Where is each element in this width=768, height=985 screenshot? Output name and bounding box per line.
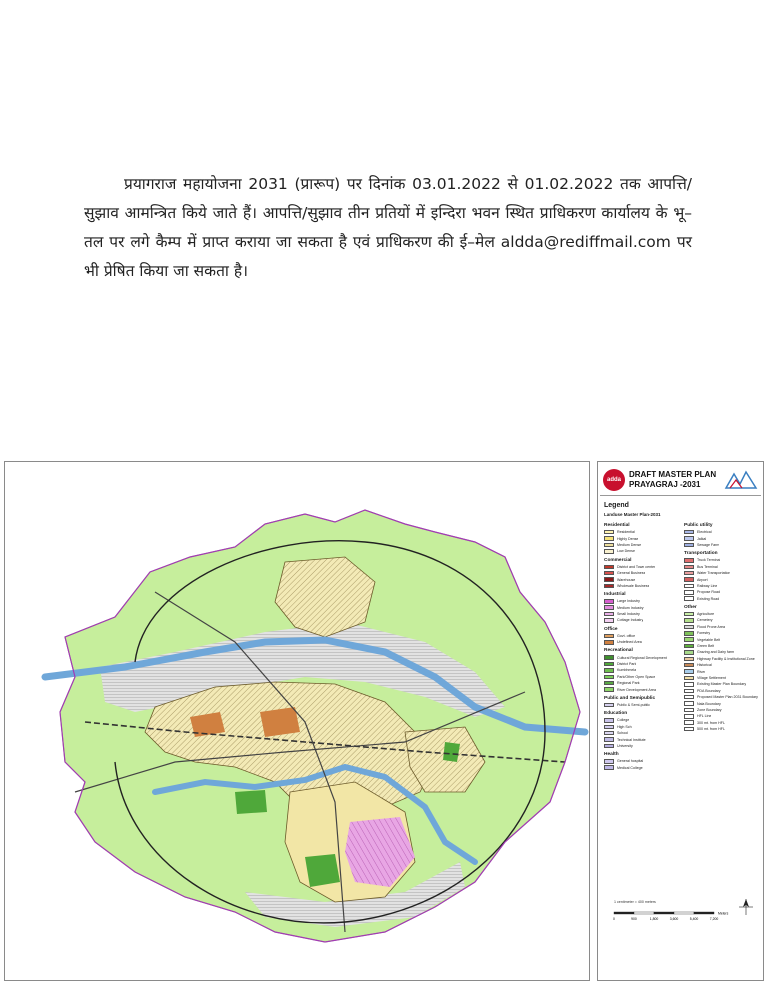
legend-swatch — [684, 625, 694, 630]
legend-item-label: Regional Park — [617, 681, 640, 686]
legend-swatch — [604, 549, 614, 554]
header-line-2: PRAYAGRAJ -2031 — [629, 479, 701, 489]
legend-group-title: Industrial — [604, 592, 626, 598]
legend-header — [600, 464, 761, 496]
legend-swatch — [604, 640, 614, 645]
legend-swatch — [684, 689, 694, 694]
legend-swatch — [684, 644, 694, 649]
legend-swatch — [684, 631, 694, 636]
legend-item-label: 500 mt. from HFL — [697, 727, 725, 732]
legend-swatch — [604, 681, 614, 686]
legend-swatch — [604, 718, 614, 723]
legend-swatch — [684, 637, 694, 642]
scale-tick-label: 900 — [631, 917, 637, 921]
legend-swatch — [684, 695, 694, 700]
legend-item-label: Low Dense — [617, 549, 635, 554]
legend-title: Legend — [604, 502, 629, 509]
legend-item — [604, 548, 682, 554]
legend-item — [604, 686, 682, 692]
legend-swatch — [684, 571, 694, 576]
legend-item-label: Cemetery — [697, 618, 713, 623]
legend-swatch — [684, 663, 694, 668]
legend-swatch — [684, 558, 694, 563]
header-line-1: DRAFT MASTER PLAN — [629, 469, 717, 479]
scale-tick-label: 1,800 — [649, 917, 659, 921]
legend-swatch — [604, 731, 614, 736]
legend-swatch — [604, 618, 614, 623]
legend-swatch — [684, 727, 694, 732]
scale-tick-label: 5,400 — [689, 917, 699, 921]
scale-segment — [674, 912, 694, 914]
legend-item-label: Agriculture — [697, 612, 715, 617]
scale-segment — [694, 912, 714, 914]
legend-item-label: High Sch — [617, 724, 632, 729]
legend-item-label: Airport — [697, 577, 708, 582]
legend-item-label: Green Belt — [697, 644, 715, 649]
legend-item-label: District Park — [617, 662, 637, 667]
legend-item — [604, 639, 682, 645]
legend-swatch — [684, 543, 694, 548]
legend-item-label: Park/Other Open Space — [617, 674, 656, 679]
master-plan-map — [4, 461, 590, 981]
legend-item-label: Historical — [697, 663, 712, 668]
legend-item-label: Small Industry — [617, 612, 640, 617]
legend-item-label: Propose Road — [697, 590, 720, 595]
north-arrow-icon — [738, 898, 754, 916]
legend-swatch — [604, 675, 614, 680]
legend-item-label: Electrical — [697, 530, 712, 535]
legend-item — [604, 765, 682, 771]
legend-header-title — [625, 470, 724, 490]
legend-swatch — [604, 655, 614, 660]
legend-group-title: Public and Semipublic — [604, 695, 656, 701]
legend-item-label: Water Transportation — [697, 571, 731, 576]
legend-item-label: Public & Semi-public — [617, 703, 650, 707]
legend-item-label: Village Settlement — [697, 676, 726, 680]
legend-item-label: Medical College — [617, 765, 643, 770]
legend-swatch — [684, 669, 694, 674]
adda-logo-text: adda — [606, 476, 621, 483]
scale-text: 1 centimeter = 400 meters — [614, 900, 656, 904]
landuse-map-graphic — [5, 462, 590, 981]
consultant-logo-icon — [724, 468, 758, 492]
legend-item — [684, 596, 762, 602]
legend-item-label: School — [617, 731, 628, 736]
legend-group-title: Education — [604, 711, 628, 717]
legend-swatch — [604, 725, 614, 730]
legend-item-label: Cottage Industry — [617, 618, 644, 623]
legend-item-label: Proposed Master Plan 2031 Boundary — [697, 695, 758, 700]
scale-segment — [634, 912, 654, 914]
legend-swatch — [604, 703, 614, 708]
green-park-3 — [443, 742, 460, 762]
legend-column-left — [604, 520, 682, 771]
legend-swatch — [684, 596, 694, 601]
legend-item-label: Forestry — [697, 631, 711, 636]
legend-item-label: Undefined Area — [617, 640, 642, 645]
legend-group-title: Office — [604, 626, 618, 632]
legend-swatch — [684, 565, 694, 570]
notice-paragraph — [84, 170, 692, 286]
adda-logo — [603, 469, 625, 491]
legend-swatch — [604, 530, 614, 535]
legend-group-title: Other — [684, 604, 697, 610]
legend-swatch — [604, 662, 614, 667]
legend-item-label: Kumbhmela — [617, 668, 637, 673]
legend-swatch — [684, 701, 694, 706]
scale-bar — [604, 900, 759, 930]
legend-item-label: Existing Master Plan Boundary — [697, 682, 747, 687]
legend-swatch — [604, 744, 614, 749]
legend-swatch — [604, 765, 614, 770]
legend-item — [684, 726, 762, 732]
legend-swatch — [604, 536, 614, 541]
green-park-2 — [235, 790, 267, 814]
legend-item-label: PDA Boundary — [697, 688, 721, 693]
scale-tick-label: 0 — [613, 917, 615, 921]
legend-item — [604, 583, 682, 589]
legend-swatch — [684, 584, 694, 589]
legend-item-label: Truck Terminal — [697, 558, 721, 563]
legend-item-label: Highly Dense — [617, 536, 639, 541]
legend-swatch — [684, 657, 694, 662]
legend-item-label: Large Industry — [617, 599, 640, 604]
legend-group-title: Public utility — [684, 523, 713, 528]
legend-item-label: Flood Prone Area — [697, 624, 725, 629]
legend-item-label: Cultural Regional Development — [617, 655, 667, 660]
legend-item-label: Medium Dense — [617, 542, 642, 547]
legend-item-label: Jalkal — [697, 536, 707, 541]
legend-item-label: River Development Area — [617, 687, 656, 692]
legend-swatch — [604, 759, 614, 764]
legend-item-label: Existing Road — [697, 596, 720, 601]
scale-tick-label: 3,600 — [669, 917, 679, 921]
legend-item-label: 300 mt. from HFL — [697, 720, 725, 725]
legend-group-title: Recreational — [604, 648, 633, 654]
legend-item-label: Govt. office — [617, 633, 636, 638]
legend-item-label: College — [617, 718, 630, 723]
notice-text: प्रयागराज महायोजना 2031 (प्रारूप) पर दिनांक 03.01.2022 से 01.02.2022 तक आपत्ति/सुझाव आमन्त्रित किये जाते हैं। आपत्ति/सुझाव तीन प्रतियों में इन्दिरा भवन स्थित प्राधिकरण कार्यालय के भू–तल पर लगे कैम्प में प्राप्त कराया जा सकता है एवं प्राधिकरण की ई–मेल aldda@rediffmail.com पर भी प्रेषित किया जा सकता है। — [84, 175, 692, 280]
legend-swatch — [684, 676, 694, 681]
map-legend-panel — [597, 461, 764, 981]
legend-item-label: District and Town center — [617, 564, 656, 569]
legend-item — [604, 617, 682, 623]
legend-item-label: Zone Boundary — [697, 707, 722, 712]
scale-segment — [614, 912, 634, 914]
legend-item-label: Residential — [617, 530, 635, 535]
legend-swatch — [604, 571, 614, 576]
legend-item-label: River — [697, 669, 706, 674]
legend-item — [604, 743, 682, 749]
legend-item-label: HFL Line — [697, 714, 712, 719]
legend-item-label: University — [617, 743, 633, 748]
legend-item-label: Vegetable Belt — [697, 637, 721, 642]
legend-swatch — [604, 634, 614, 639]
legend-swatch — [604, 668, 614, 673]
legend-swatch — [604, 737, 614, 742]
legend-group-title: Residential — [604, 523, 630, 528]
legend-item-label: General Business — [617, 571, 646, 576]
legend-group-title: Transportation — [684, 551, 718, 557]
legend-item-label: Medium Industry — [617, 605, 644, 610]
legend-item-label: Grazing and Dairy farm — [697, 650, 735, 655]
legend-column-right — [684, 520, 762, 732]
legend-swatch — [604, 584, 614, 589]
legend-item-label: Bus Terminal — [697, 564, 718, 569]
legend-swatch — [684, 682, 694, 687]
legend-item — [684, 542, 762, 548]
scale-bar-graphic — [610, 906, 740, 926]
legend-item-label: Nala Boundary — [697, 701, 721, 706]
legend-swatch — [684, 714, 694, 719]
legend-swatch — [604, 605, 614, 610]
legend-item-label: Wholesale Business — [617, 583, 650, 588]
legend-swatch — [604, 565, 614, 570]
legend-swatch — [684, 612, 694, 617]
legend-swatch — [604, 687, 614, 692]
legend-group-title: Commercial — [604, 557, 632, 563]
legend-swatch — [684, 530, 694, 535]
legend-swatch — [684, 590, 694, 595]
legend-item-label: Technical Institute — [617, 737, 646, 742]
legend-item-label: General hospital — [617, 759, 644, 764]
legend-item-label: Railway Line — [697, 583, 718, 588]
legend-swatch — [684, 577, 694, 582]
legend-swatch — [684, 536, 694, 541]
scale-tick-label: 7,200 — [709, 917, 719, 921]
legend-swatch — [604, 577, 614, 582]
legend-swatch — [684, 618, 694, 623]
legend-item-label: Highway Facility & Institutional Zone — [697, 656, 755, 661]
green-park-1 — [305, 854, 340, 887]
scale-segment — [654, 912, 674, 914]
legend-swatch — [684, 650, 694, 655]
legend-swatch — [604, 599, 614, 604]
legend-swatch — [604, 612, 614, 617]
legend-item-label: Sewage Farm — [697, 542, 720, 547]
legend-group-title: Health — [604, 752, 619, 758]
legend-item-label: Warehouse — [617, 577, 636, 582]
legend-swatch — [684, 708, 694, 713]
legend-swatch — [604, 543, 614, 548]
legend-subtitle: Landuse Master Plan-2031 — [604, 512, 661, 517]
scale-unit-label: Meters — [718, 911, 729, 916]
legend-swatch — [684, 720, 694, 725]
recreational-zone — [260, 707, 300, 737]
legend-item — [604, 702, 682, 708]
